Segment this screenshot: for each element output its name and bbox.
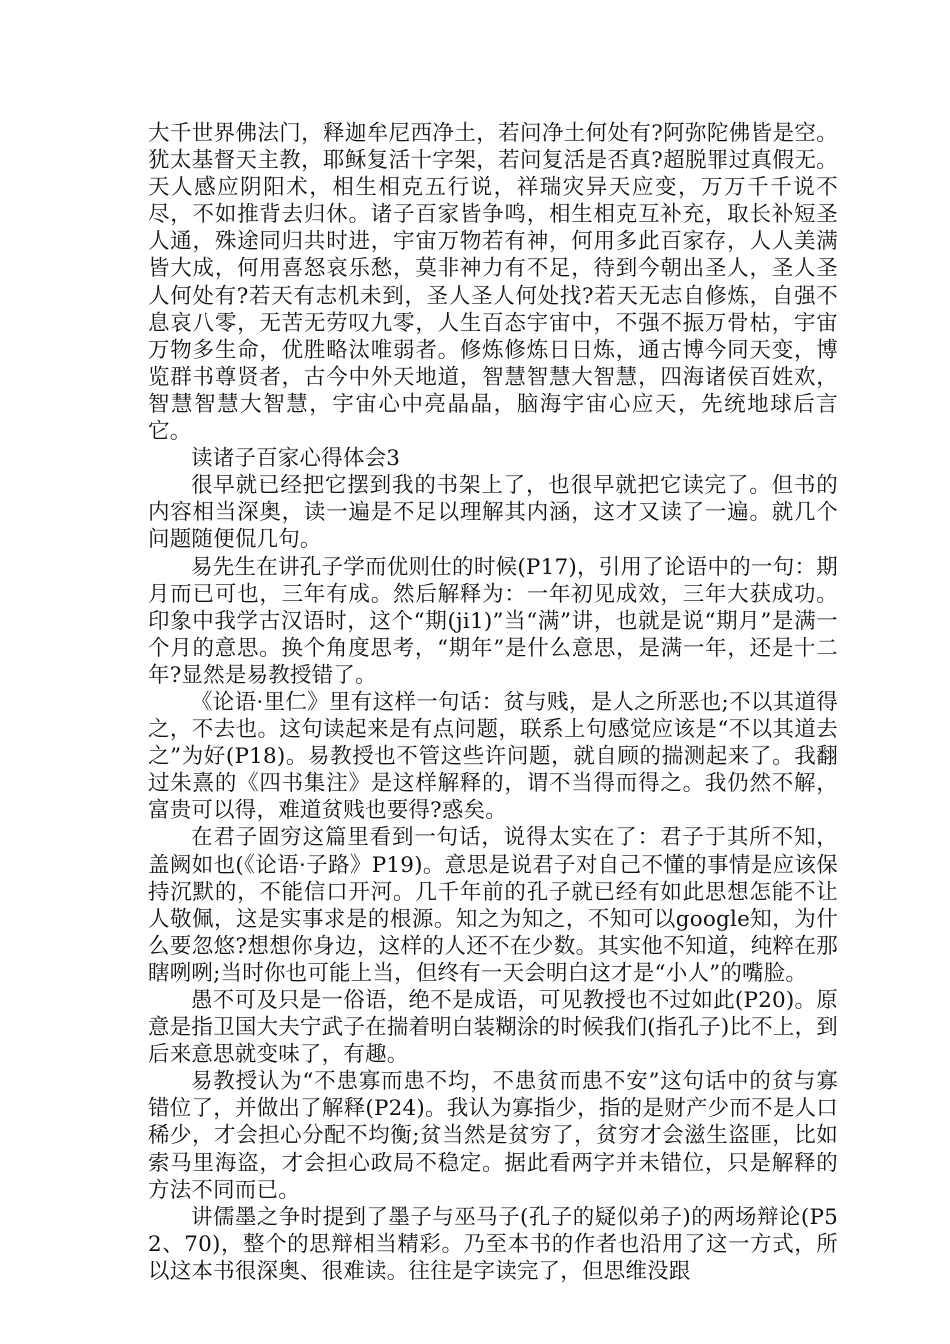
- paragraph-yubukeji: 愚不可及只是一俗语，绝不是成语，可见教授也不过如此(P20)。原意是指卫国大夫宁武子在揣着明白装糊涂的时候我们(指孔子)比不上，到后来意思就变味了，有趣。: [148, 988, 838, 1068]
- document-body: [148, 120, 838, 1285]
- paragraph-intro: 很早就已经把它摆到我的书架上了，也很早就把它读完了。但书的内容相当深奥，读一遍是不足以理解其内涵，这才又读了一遍。就几个问题随便侃几句。: [148, 473, 838, 553]
- paragraph-junzi: 在君子固穷这篇里看到一句话，说得太实在了：君子于其所不知，盖阙如也(《论语·子路》P19)。意思是说君子对自己不懂的事情是应该保持沉默的，不能信口开河。几千年前的孔子就已经有如此思想怎能不让人敬佩，这是实事求是的根源。知之为知之，不知可以google知，为什么要忽悠?想想你身边，这样的人还不在少数。其实他不知道，纯粹在那瞎咧咧;当时你也可能上当，但终有一天会明白这才是“小人”的嘴脸。: [148, 825, 838, 986]
- paragraph-poem: 大千世界佛法门，释迦牟尼西净土，若问净土何处有?阿弥陀佛皆是空。犹太基督天主教，耶稣复活十字架，若问复活是否真?超脱罪过真假无。天人感应阴阳术，相生相克五行说，祥瑞灾异天应变，万万千千说不尽，不如推背去归休。诸子百家皆争鸣，相生相克互补充，取长补短圣人通，殊途同归共时进，宇宙万物若有神，何用多此百家存，人人美满皆大成，何用喜怒哀乐愁，莫非神力有不足，待到今朝出圣人，圣人圣人何处有?若天有志机未到，圣人圣人何处找?若天无志自修炼，自强不息哀八零，无苦无劳叹九零，人生百态宇宙中，不强不振万骨枯，宇宙万物多生命，优胜略汰唯弱者。修炼修炼日日炼，通古博今同天变，博览群书尊贤者，古今中外天地道，智慧智慧大智慧，四海诸侯百姓欢，智慧智慧大智慧，宇宙心中亮晶晶，脑海宇宙心应天，先统地球后言它。: [148, 121, 838, 445]
- paragraph-liren: 《论语·里仁》里有这样一句话：贫与贱，是人之所恶也;不以其道得之，不去也。这句读起来是有点问题，联系上句感觉应该是“不以其道去之”为好(P18)。易教授也不管这些许问题，就自顾的揣测起来了。我翻过朱熹的《四书集注》是这样解释的，谓不当得而得之。我仍然不解，富贵可以得，难道贫贱也要得?惑矣。: [148, 689, 838, 824]
- paragraph-qiyue: 易先生在讲孔子学而优则仕的时候(P17)，引用了论语中的一句：期月而已可也，三年有成。然后解释为：一年初见成效，三年大获成功。印象中我学古汉语时，这个“期(ji1)”当“满”讲，也就是说“期月”是满一个月的意思。换个角度思考，“期年”是什么意思，是满一年，还是十二年?显然是易教授错了。: [148, 554, 838, 688]
- paragraph-huanbujun: 易教授认为“不患寡而患不均，不患贫而患不安”这句话中的贫与寡错位了，并做出了解释(P24)。我认为寡指少，指的是财产少而不是人口稀少，才会担心分配不均衡;贫当然是贫穷了，贫穷才会滋生盗匪，比如索马里海盗，才会担心政局不稳定。据此看两字并未错位，只是解释的方法不同而已。: [148, 1069, 838, 1203]
- paragraph-rumo: 讲儒墨之争时提到了墨子与巫马子(孔子的疑似弟子)的两场辩论(P52、70)，整个的思辩相当精彩。乃至本书的作者也沿用了这一方式，所以这本书很深奥、很难读。往往是字读完了，但思维没跟: [148, 1204, 838, 1284]
- section-heading: 读诸子百家心得体会3: [191, 446, 401, 472]
